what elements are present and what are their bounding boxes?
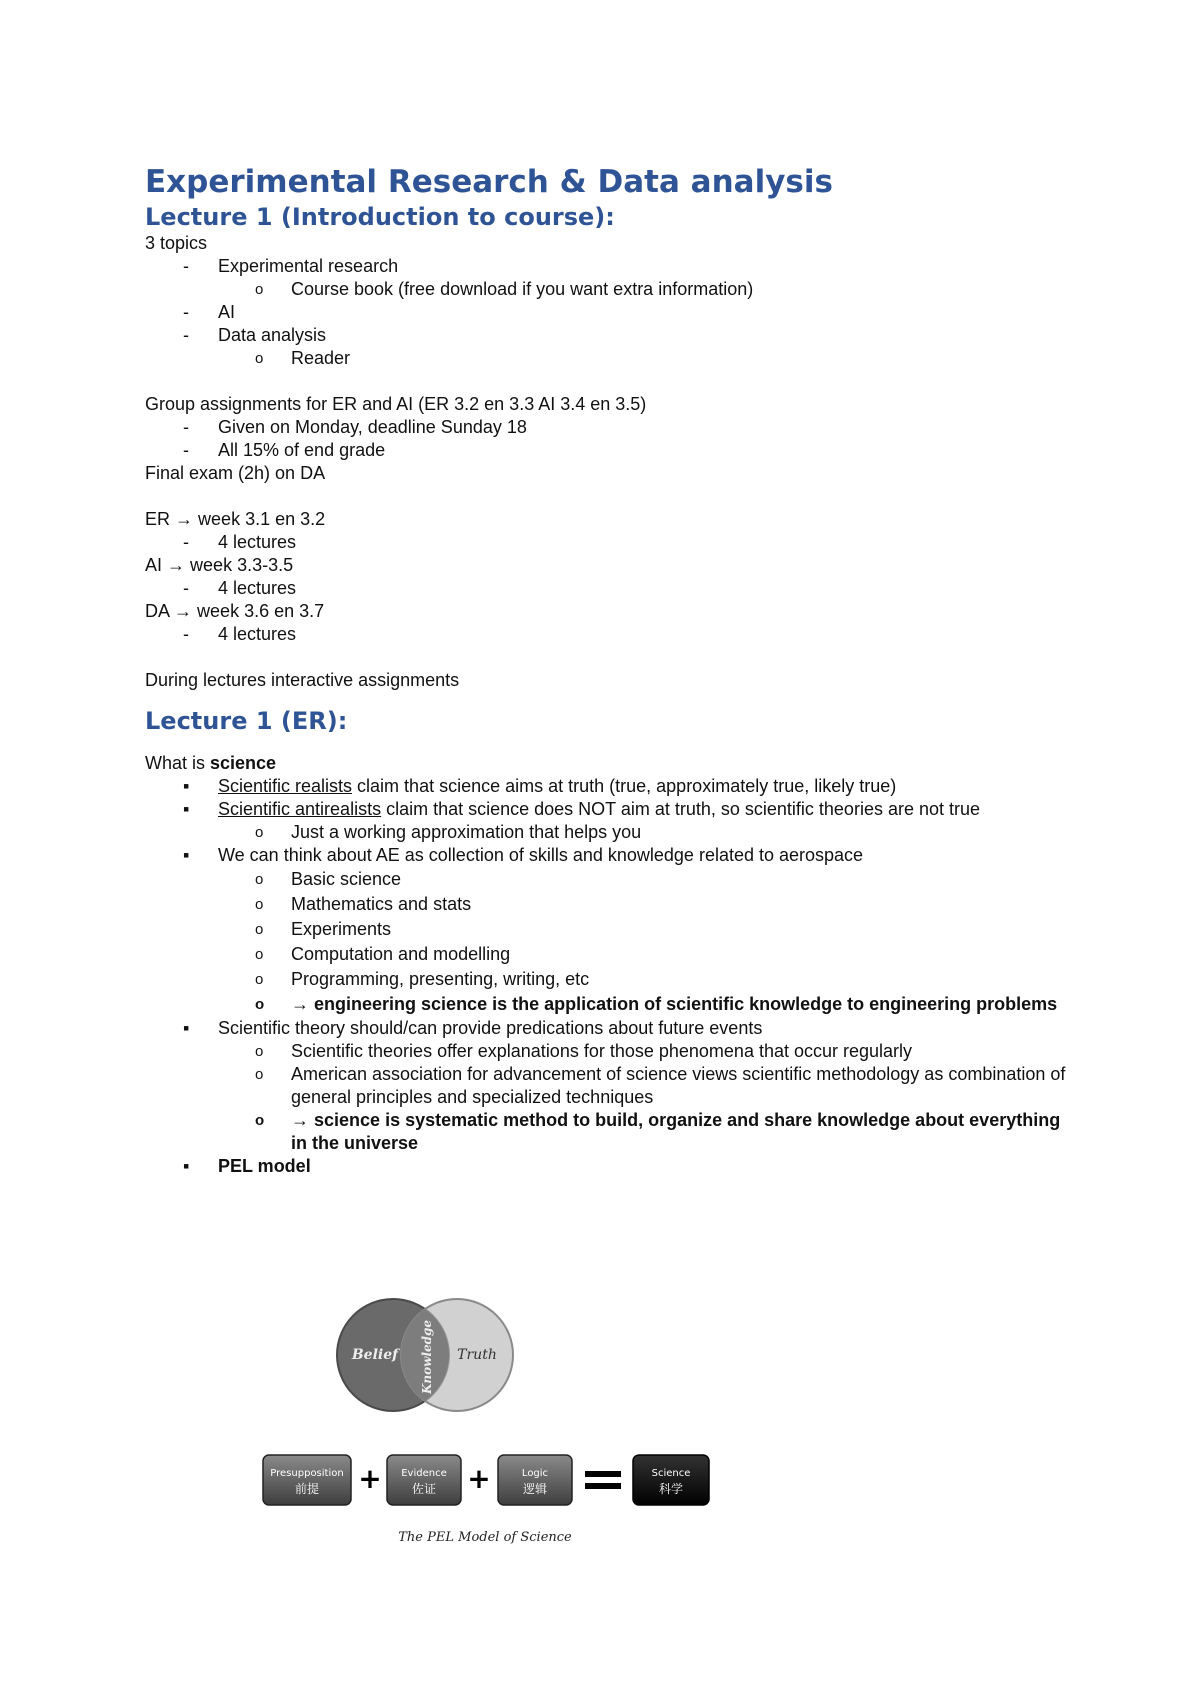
list-item-text: science is systematic method to build, organize and share knowledge about everything in the universe (291, 1110, 1061, 1153)
final-exam-text: Final exam (2h) on DA (145, 463, 326, 483)
square-bullet: ▪ (183, 845, 190, 865)
dash-marker: - (183, 256, 189, 276)
list-item (145, 301, 1075, 324)
list-item (145, 1040, 1075, 1063)
list-item (145, 967, 1075, 992)
knowledge-label: Knowledge (420, 1319, 434, 1395)
square-bullet: ▪ (183, 1156, 190, 1176)
list-item-text: Course book (free download if you want extra information) (291, 279, 754, 299)
science-list-ae (145, 844, 1075, 867)
logic-zh-label: 逻辑 (522, 1482, 548, 1496)
list-item (145, 1063, 1075, 1109)
belief-label: Belief (351, 1347, 399, 1363)
list-item-text: Experimental research (218, 256, 399, 276)
interactive-assignments-text: During lectures interactive assignments (145, 670, 460, 690)
list-item-text: We can think about AE as collection of skills and knowledge related to aerospace (218, 845, 864, 865)
list-item-text: Experiments (291, 919, 392, 939)
plus-icon: + (358, 1462, 382, 1495)
theory-sub-list (145, 1040, 1075, 1155)
list-item-text: 4 lectures (218, 532, 297, 552)
list-item (145, 255, 1075, 278)
what-is-science (145, 752, 1075, 775)
schedule-week: week 3.1 en 3.2 (198, 509, 326, 529)
list-item-text: claim that science does NOT aim at truth, so scientific theories are not true (381, 799, 981, 819)
circle-marker: o (255, 996, 265, 1013)
logic-box (498, 1455, 572, 1505)
list-item (145, 844, 1075, 867)
dash-marker: - (183, 624, 189, 644)
list-item-text: Computation and modelling (291, 944, 511, 964)
heading-lecture-1-er: Lecture 1 (ER): (145, 707, 348, 735)
evidence-label: Evidence (401, 1468, 447, 1479)
presupposition-box (263, 1455, 351, 1505)
plus-icon: + (467, 1462, 491, 1495)
science-zh-label: 科学 (658, 1482, 684, 1496)
evidence-box (387, 1455, 461, 1505)
arrow-icon: → (291, 994, 309, 1014)
list-item (145, 992, 1075, 1017)
er-lectures-list (145, 531, 1075, 554)
list-item (145, 324, 1075, 347)
topics-list-continued (145, 301, 1075, 347)
list-item-text: Given on Monday, deadline Sunday 18 (218, 417, 527, 437)
topics-label: 3 topics (145, 233, 208, 253)
dash-marker: - (183, 417, 189, 437)
list-item (145, 623, 1075, 646)
list-item-text: Basic science (291, 869, 402, 889)
arrow-icon: → (174, 601, 193, 621)
list-item (145, 821, 1075, 844)
square-bullet: ▪ (183, 799, 190, 819)
sub-list (145, 347, 1075, 370)
list-item (145, 531, 1075, 554)
list-item (145, 278, 1075, 301)
dash-marker: - (183, 532, 189, 552)
list-item (145, 1155, 1075, 1178)
circle-marker: o (255, 1066, 264, 1083)
list-item (145, 798, 1075, 821)
list-item-text: Mathematics and stats (291, 894, 472, 914)
presupposition-zh-label: 前提 (294, 1482, 320, 1496)
science-list (145, 775, 1075, 821)
circle-marker: o (255, 824, 264, 841)
da-lectures-list (145, 623, 1075, 646)
circle-marker: o (255, 896, 264, 913)
pel-model-figure (255, 1295, 735, 1575)
group-assignments-list (145, 416, 1075, 462)
square-bullet: ▪ (183, 1018, 190, 1038)
list-item (145, 867, 1075, 892)
list-item (145, 1017, 1075, 1040)
schedule-week: week 3.3-3.5 (190, 555, 294, 575)
list-item (145, 1109, 1075, 1155)
presupposition-label: Presupposition (270, 1468, 344, 1479)
list-item-text: claim that science aims at truth (true, approximately true, likely true) (352, 776, 897, 796)
er-schedule (145, 508, 1075, 531)
ai-schedule (145, 554, 1075, 577)
antirealists-term: Scientific antirealists (218, 799, 382, 819)
circle-marker: o (255, 1043, 264, 1060)
square-bullet: ▪ (183, 776, 190, 796)
document-body (145, 162, 1075, 1178)
schedule-week: week 3.6 en 3.7 (197, 601, 325, 621)
list-item-text: All 15% of end grade (218, 440, 386, 460)
schedule-label: AI (145, 555, 163, 575)
realists-term: Scientific realists (218, 776, 353, 796)
topics-list (145, 255, 1075, 278)
list-item (145, 917, 1075, 942)
schedule-label: DA (145, 601, 170, 621)
list-item-text: Programming, presenting, writing, etc (291, 969, 590, 989)
ae-sub-list (145, 867, 1075, 1017)
list-item-text: 4 lectures (218, 624, 297, 644)
sub-list (145, 278, 1075, 301)
theory-list (145, 1017, 1075, 1040)
schedule-label: ER (145, 509, 171, 529)
list-item (145, 439, 1075, 462)
science-label: Science (651, 1468, 691, 1479)
list-item-text: Data analysis (218, 325, 327, 345)
list-item (145, 892, 1075, 917)
list-item-text: American association for advancement of science views scientific methodology as combination of general principles and specialized techniques (291, 1064, 1066, 1107)
arrow-icon: → (167, 555, 186, 575)
dash-marker: - (183, 578, 189, 598)
list-item (145, 942, 1075, 967)
logic-label: Logic (521, 1468, 549, 1479)
list-item-text: Just a working approximation that helps you (291, 822, 642, 842)
list-item-text: Scientific theories offer explanations for those phenomena that occur regularly (291, 1041, 913, 1061)
equals-icon (585, 1471, 621, 1477)
dash-marker: - (183, 302, 189, 322)
list-item (145, 577, 1075, 600)
circle-marker: o (255, 971, 264, 988)
truth-label: Truth (457, 1347, 497, 1363)
list-item-text: AI (218, 302, 236, 322)
equals-icon-lower (585, 1483, 621, 1489)
list-item-text: Scientific theory should/can provide predications about future events (218, 1018, 763, 1038)
circle-marker: o (255, 350, 264, 367)
circle-marker: o (255, 281, 264, 298)
list-item (145, 775, 1075, 798)
circle-marker: o (255, 871, 264, 888)
list-item-text: Reader (291, 348, 351, 368)
list-item (145, 416, 1075, 439)
dash-marker: - (183, 325, 189, 345)
ai-lectures-list (145, 577, 1075, 600)
arrow-icon: → (291, 1110, 309, 1130)
arrow-icon: → (175, 509, 194, 529)
science-word: science (210, 753, 277, 773)
what-is-text: What is (145, 753, 211, 773)
circle-marker: o (255, 946, 264, 963)
dash-marker: - (183, 440, 189, 460)
list-item-text: PEL model (218, 1156, 311, 1176)
list-item-text: 4 lectures (218, 578, 297, 598)
list-item (145, 347, 1075, 370)
heading-lecture-1-intro: Lecture 1 (Introduction to course): (145, 203, 615, 231)
circle-marker: o (255, 1112, 265, 1129)
group-assignments-text: Group assignments for ER and AI (ER 3.2 en 3.3 AI 3.4 en 3.5) (145, 394, 647, 414)
list-item-text: engineering science is the application of scientific knowledge to engineering problems (314, 994, 1058, 1014)
science-box (633, 1455, 709, 1505)
da-schedule (145, 600, 1075, 623)
evidence-zh-label: 佐证 (411, 1482, 437, 1496)
sub-list (145, 821, 1075, 844)
pel-list (145, 1155, 1075, 1178)
circle-marker: o (255, 921, 264, 938)
document-title: Experimental Research & Data analysis (145, 164, 833, 200)
figure-caption: The PEL Model of Science (398, 1530, 572, 1545)
